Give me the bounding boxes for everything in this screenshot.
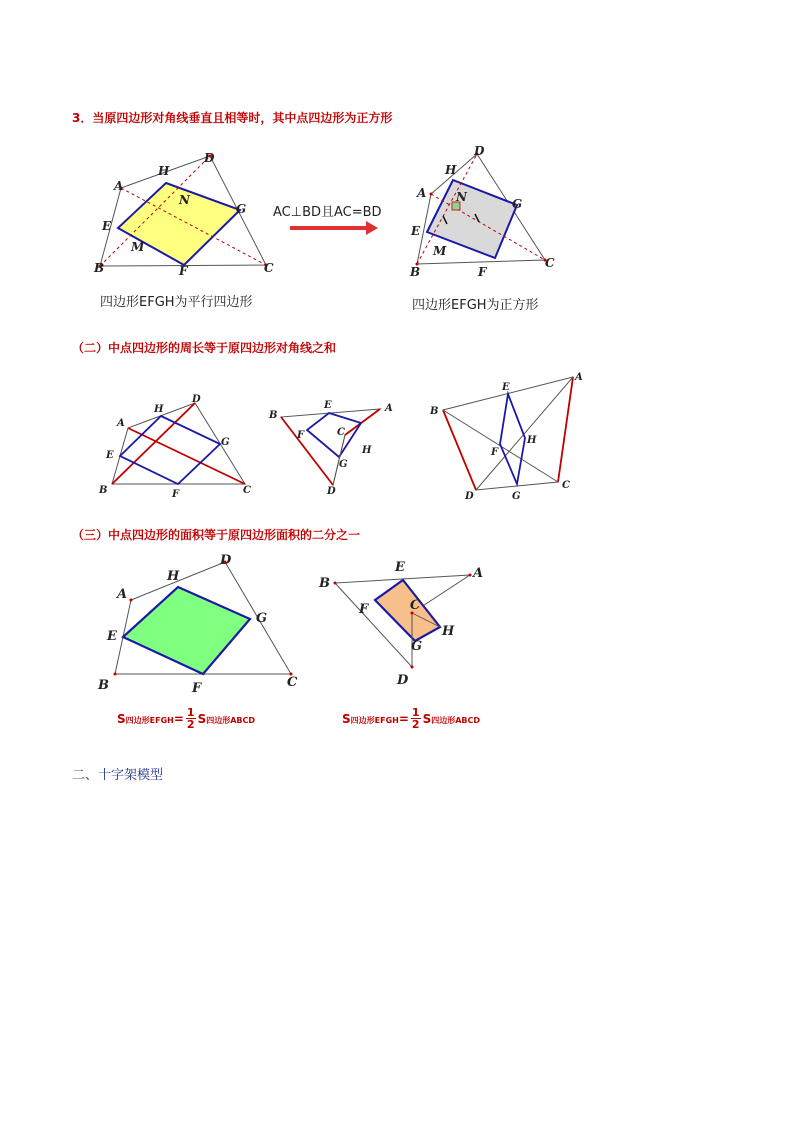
area-formula-right: S四边形EFGH= $\frac{1}{2}$ S四边形ABCD — [342, 706, 481, 731]
label-g: G — [339, 459, 348, 470]
label-f: F — [172, 489, 180, 500]
label-f: F — [478, 265, 487, 279]
condition-arrow — [270, 200, 400, 250]
label-f: F — [359, 602, 369, 617]
label-e: E — [324, 400, 332, 411]
label-c: C — [264, 261, 274, 275]
label-a: A — [575, 372, 583, 383]
label-c: C — [562, 480, 570, 491]
label-a: A — [417, 186, 427, 200]
label-m: M — [131, 240, 145, 254]
label-b: B — [430, 406, 439, 417]
area-formula-left: S四边形EFGH= $\frac{1}{2}$ S四边形ABCD — [117, 706, 256, 731]
heading-cross-model: 二、十字架模型 — [72, 768, 164, 783]
label-d: D — [192, 394, 201, 405]
label-f: F — [192, 681, 202, 696]
label-e: E — [106, 450, 114, 461]
label-h: H — [158, 164, 170, 178]
label-e: E — [107, 629, 117, 644]
figure-area-convex — [95, 552, 305, 696]
label-f: F — [297, 430, 305, 441]
heading-square-condition: 3．当原四边形对角线垂直且相等时，其中点四边形为正方形 — [72, 111, 393, 125]
label-c: C — [545, 256, 555, 270]
figure-perimeter-convex — [95, 390, 255, 500]
label-c: C — [337, 427, 345, 438]
label-b: B — [319, 576, 330, 591]
figure-square — [405, 142, 565, 282]
label-c: C — [410, 598, 421, 613]
label-e: E — [502, 382, 510, 393]
label-h: H — [527, 435, 537, 446]
label-a: A — [117, 587, 128, 602]
label-e: E — [395, 560, 405, 575]
label-a: A — [473, 566, 484, 581]
label-f: F — [491, 447, 499, 458]
figure-perimeter-concave — [265, 395, 395, 495]
label-g: G — [256, 611, 268, 626]
caption-square: 四边形EFGH为正方形 — [412, 298, 539, 313]
label-h: H — [445, 163, 457, 177]
label-g: G — [411, 639, 423, 654]
label-b: B — [410, 265, 421, 279]
heading-area: （三）中点四边形的面积等于原四边形面积的二分之一 — [72, 528, 361, 542]
label-h: H — [167, 569, 180, 584]
label-a: A — [114, 179, 124, 193]
label-d: D — [327, 486, 336, 497]
label-g: G — [236, 202, 247, 216]
label-d: D — [204, 151, 215, 165]
label-b: B — [99, 485, 108, 496]
label-h: H — [442, 624, 455, 639]
label-n: N — [456, 190, 467, 204]
heading-perimeter: （二）中点四边形的周长等于原四边形对角线之和 — [72, 341, 337, 355]
label-h: H — [362, 445, 372, 456]
figure-parallelogram — [90, 148, 290, 278]
label-g: G — [512, 197, 523, 211]
label-b: B — [269, 410, 278, 421]
label-b: B — [98, 678, 109, 693]
figure-area-concave — [315, 555, 495, 695]
label-e: E — [411, 224, 421, 238]
label-d: D — [474, 144, 485, 158]
figure-perimeter-concave-2 — [425, 372, 595, 502]
caption-parallelogram: 四边形EFGH为平行四边形 — [100, 295, 253, 310]
label-c: C — [243, 485, 251, 496]
label-d: D — [397, 673, 409, 688]
label-f: F — [179, 264, 188, 278]
label-g: G — [221, 437, 230, 448]
label-b: B — [94, 261, 105, 275]
label-n: N — [179, 193, 190, 207]
label-d: D — [220, 553, 232, 568]
label-h: H — [154, 404, 164, 415]
label-g: G — [512, 491, 521, 502]
label-d: D — [465, 491, 474, 502]
label-c: C — [287, 675, 298, 690]
label-e: E — [102, 219, 112, 233]
label-m: M — [433, 244, 447, 258]
arrow-condition-text: AC⊥BD且AC=BD — [273, 205, 382, 220]
label-a: A — [117, 418, 125, 429]
label-a: A — [385, 403, 393, 414]
